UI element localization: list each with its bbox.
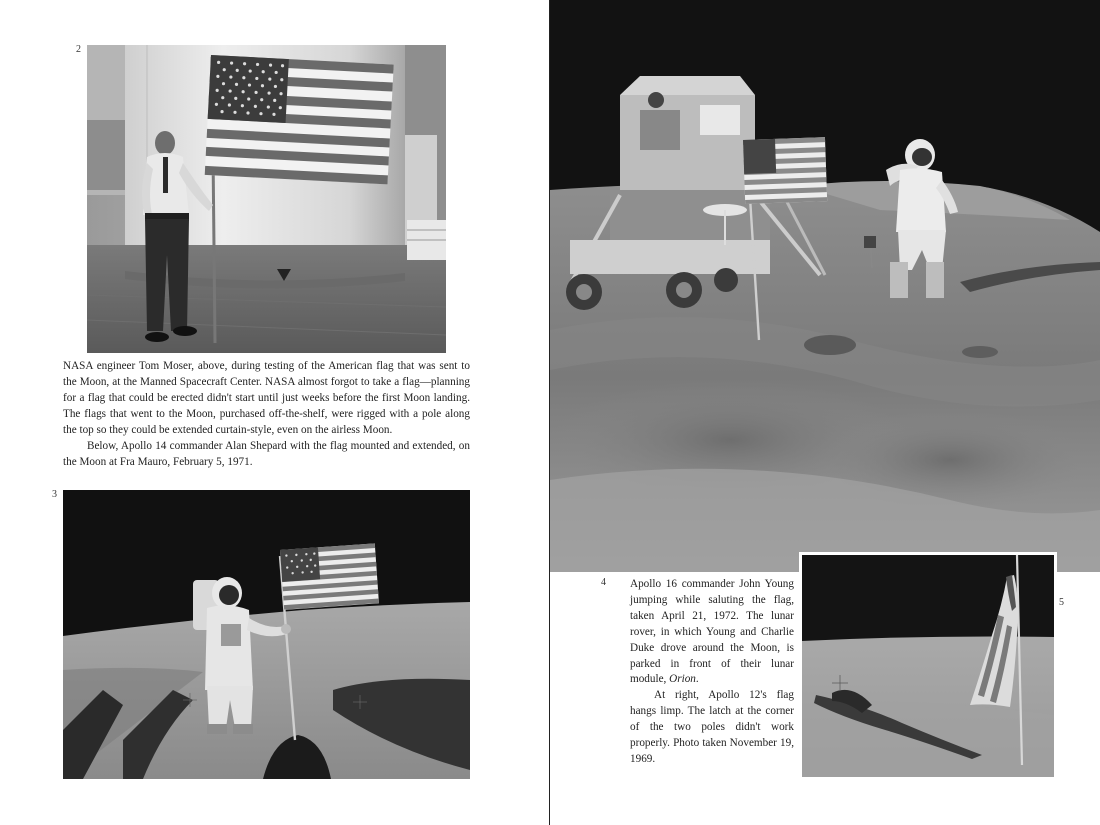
engineer-flag-image xyxy=(87,45,446,353)
right-caption-paragraph-1 xyxy=(630,577,794,688)
photo-engineer-with-flag xyxy=(87,45,446,353)
right-caption-paragraph-1-text: Apollo 16 commander John Young jumping while saluting the flag, taken April 21, 1972. The lunar rover, in which Young and Charlie Duke drove around the Moon, is parked in front of their lunar module, xyxy=(630,578,794,686)
photo-shepard-on-moon xyxy=(63,490,470,779)
left-caption-paragraph-1: NASA engineer Tom Moser, above, during testing of the American flag that was sent to the Moon, at the Manned Spacecraft Center. NASA almost forgot to take a flag—planning for a flag that could be erected didn't start until just weeks before the first Moon landing. The flags that went to the Moon, purchased off-the-shelf, were rigged with a pole along the top so they could be extended curtain-style, even on the airless Moon. xyxy=(63,360,470,436)
shepard-moon-image xyxy=(63,490,470,779)
right-caption-module-name: Orion xyxy=(669,673,696,686)
right-caption-paragraph-1-end: . xyxy=(695,673,699,686)
young-jumping-image xyxy=(550,0,1100,572)
left-caption-paragraph-2: Below, Apollo 14 commander Alan Shepard with the flag mounted and extended, on the Moon at Fra Mauro, February 5, 1971. xyxy=(63,440,470,468)
figure-number-4: 4 xyxy=(601,577,606,588)
right-caption-paragraph-2: At right, Apollo 12's flag hangs limp. The latch at the corner of the two poles didn't work properly. Photo taken November 19, 1969. xyxy=(630,689,794,765)
left-caption xyxy=(63,358,470,470)
apollo-12-flag-image xyxy=(802,555,1054,777)
right-page xyxy=(550,0,1100,825)
photo-young-jumping xyxy=(550,0,1100,572)
right-caption xyxy=(630,577,794,768)
figure-number-3: 3 xyxy=(52,489,57,500)
figure-number-5: 5 xyxy=(1059,597,1064,608)
figure-number-2: 2 xyxy=(76,44,81,55)
photo-apollo-12-flag xyxy=(799,552,1057,780)
